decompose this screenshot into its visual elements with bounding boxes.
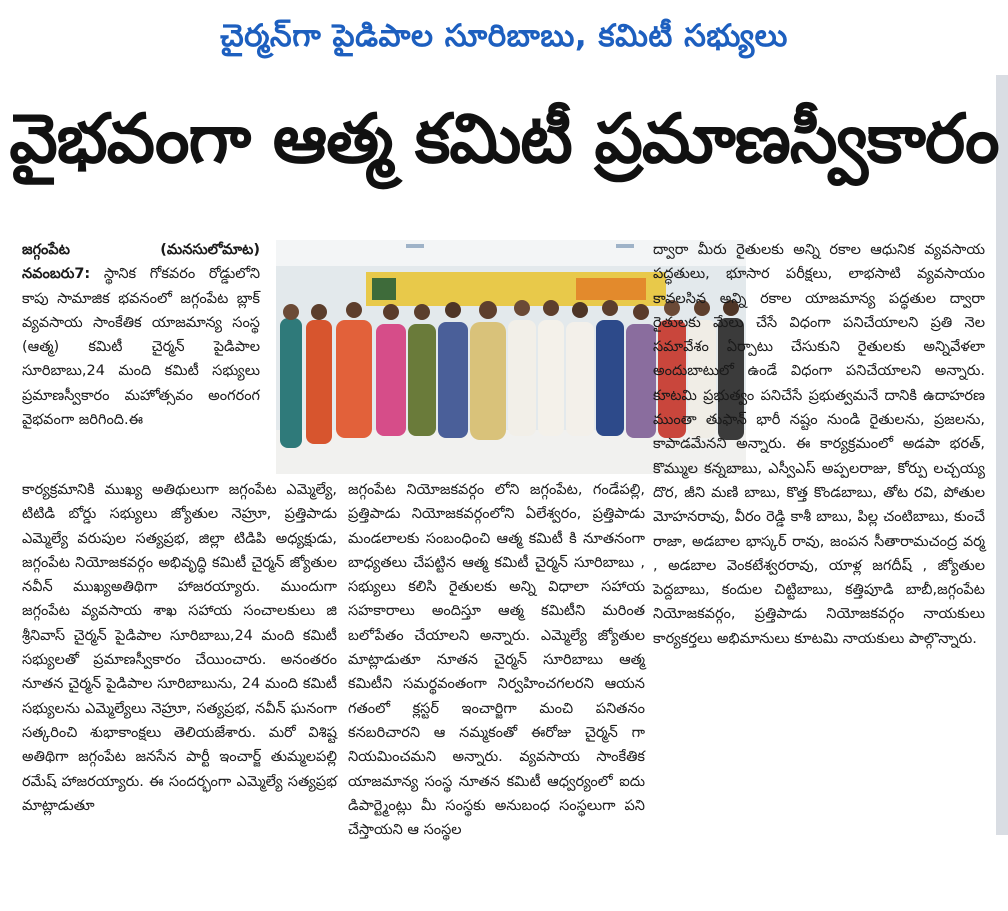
column-1-top-text bbox=[22, 262, 260, 432]
byline-source: (మనసులోమాట) bbox=[160, 242, 260, 258]
column-2-text: జగ్గంపేట నియోజకవర్గం లోని జగ్గంపేట, గండేపల్లి, ప్రత్తిపాడు నియోజకవర్గంలోని ఏలేశ్వరం, ప్రత్తిపాడు మండలాలకు సంబంధించి ఆత్మ కమిటీ కి నూతనంగా బాధ్యతలు చేపట్టిన ఆత్మ కమిటీ చైర్మన్ సూరిబాబు , సభ్యులు కలిసి రైతులకు అన్ని విధాలా సహాయ సహకారాలు అందిస్తూ ఆత్మ కమిటీని మరింత బలోపేతం చేయాలని అన్నారు. ఎమ్మెల్యే జ్యోతుల మాట్లాడుతూ నూతన చైర్మన్ సూరిబాబు ఆత్మ కమిటీని సమర్థవంతంగా నిర్వహించగలరని ఆయన గతంలో క్లస్టర్ ఇంచార్జిగా మంచి పనితనం కనబరిచారని ఆ నమ్మకంతో ఈరోజు చైర్మన్ గా నియమించమని అన్నారు. వ్యవసాయ సాంకేతిక యాజమాన్య సంస్థ నూతన కమిటీ ఆధ్వర్యంలో ఐదు డిపార్ట్మెంట్లు మీ సంస్థకు అనుబంధ సంస్థలుగా పని చేస్తాయని ఆ సంస్థల bbox=[348, 482, 645, 839]
dateline: నవంబరు7: bbox=[22, 266, 91, 283]
column-1-bottom bbox=[22, 478, 337, 818]
column-1-bottom-text: కార్యక్రమానికి ముఖ్య అతిథులుగా జగ్గంపేట ఎమ్మెల్యే, టిటిడి బోర్డు సభ్యులు జ్యోతుల నెహ్రూ, ప్రత్తిపాడు ఎమ్మెల్యే వరుపుల సత్యప్రభ, జిల్లా టిడిపి అధ్యక్షుడు, జగ్గంపేట నియోజకవర్గం అభివృద్ధి కమిటీ చైర్మన్ జ్యోతుల నవీన్ ముఖ్యఅతిథిగా హాజరయ్యారు. ముందుగా జగ్గంపేట వ్యవసాయ శాఖ సహాయ సంచాలకులు జి శ్రీనివాస్ చైర్మన్ పైడిపాల సూరిబాబు,24 మంది కమిటీ సభ్యులతో ప్రమాణస్వీకారం చేయించారు. అనంతరం నూతన చైర్మన్ పైడిపాల సూరిబాబును, 24 మంది కమిటీ సభ్యులను ఎమ్మెల్యేలు నెహ్రూ, సత్యప్రభ, నవీన్ ఘనంగా సత్కరించి శుభాకాంక్షలు తెలియజేశారు. మరో విశిష్ట అతిథిగా జగ్గంపేట జనసేన పార్టీ ఇంచార్జ్ తుమ్మలపల్లి రమేష్ హాజరయ్యారు. ఈ సందర్భంగా ఎమ్మెల్యే సత్యప్రభ మాట్లాడుతూ bbox=[22, 482, 337, 814]
column-3 bbox=[653, 238, 985, 651]
byline-place: జగ్గంపేట bbox=[22, 242, 70, 258]
column-3-text: ద్వారా మీరు రైతులకు అన్ని రకాల ఆధునిక వ్యవసాయ పద్ధతులు, భూసార పరీక్షలు, లాభసాటి వ్యవసాయం కావలసిన అన్ని రకాల యాజమాన్య పద్ధతుల ద్వారా రైతులకు మేలు చేసే విధంగా పనిచేయాలని ప్రతి నెల సమావేశం ఏర్పాటు చేసుకుని రైతులకు అన్నివేళలా అందుబాటులో ఉండే విధంగా పనిచేయాలని అన్నారు. కూటమి ప్రభుత్వం పనిచేసే ప్రభుత్వమనే దానికి ఉదాహరణ ముంతా తుఫాన్ భారీ నష్టం నుండి రైతులను, ప్రజలను, కాపాడమేనని అన్నారు. ఈ కార్యక్రమంలో అడపా భరత్, కొమ్ముల కన్నబాబు, ఎస్వీఎస్ అప్పలరాజు, కోర్పు లచ్చయ్య దొర, జీని మణి బాబు, కొత్త కొండబాబు, తోట రవి, పోతుల మోహనరావు, వీరం రెడ్డి కాశీ బాబు, పిల్ల చంటిబాబు, కుంచే రాజా, అడబాల భాస్కర్ రావు, జంపన సీతారామచంద్ర వర్మ , అడబాల వెంకటేశ్వరరావు, యాళ్ల జగదీష్ , జ్యోతుల పెద్దబాబు, కందుల చిట్టిబాబు, కత్తిపూడి బాబీ,జగ్గంపేట నియోజకవర్గం, ప్రత్తిపాడు నియోజకవర్గం నాయకులు కార్యకర్తలు అభిమానులు కూటమి నాయకులు పాల్గొన్నారు. bbox=[653, 242, 985, 647]
byline bbox=[22, 238, 260, 262]
subheadline: చైర్మన్‌గా పైడిపాల సూరిబాబు, కమిటీ సభ్యులు bbox=[220, 18, 788, 54]
column-1-top bbox=[22, 238, 260, 432]
column-2 bbox=[348, 478, 645, 842]
headline: వైభవంగా ఆత్మ కమిటీ ప్రమాణస్వీకారం bbox=[9, 100, 999, 179]
column-1-top-body: స్థానిక గోకవరం రోడ్డులోని కాపు సామాజిక భవనంలో జగ్గంపేట బ్లాక్ వ్యవసాయ సాంకేతిక యాజమాన్య సంస్థ (ఆత్మ) కమిటీ చైర్మన్ పైడిపాల సూరిబాబు,24 మంది కమిటీ సభ్యులు ప్రమాణస్వీకారం మహోత్సవం అంగరంగ వైభవంగా జరిగింది.ఈ bbox=[22, 266, 261, 429]
